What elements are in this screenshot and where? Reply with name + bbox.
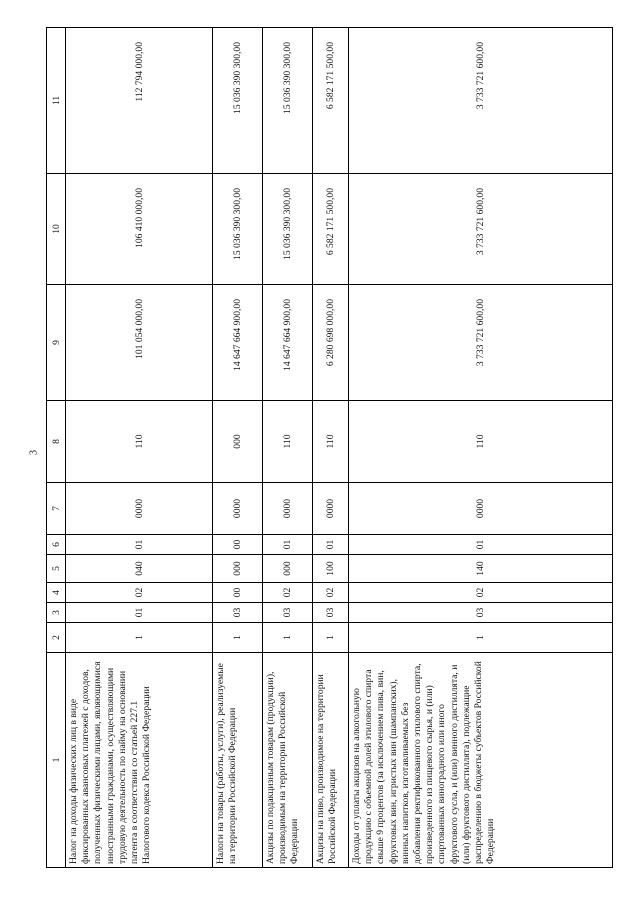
revenue-name: Акцизы на пиво, производимое на территории Российской Федерации [313,653,349,868]
table-row [66,28,213,868]
amount-cell: 3 733 721 600,00 [349,285,613,401]
code-cell: 0000 [349,483,613,535]
code-cell: 03 [349,603,613,623]
column-header: 6 [47,535,66,555]
amount-cell: 6 582 171 500,00 [313,174,349,285]
amount-cell: 15 036 390 300,00 [213,174,263,285]
code-cell: 03 [313,603,349,623]
amount-cell: 14 647 664 900,00 [263,285,313,401]
column-header: 11 [47,28,66,174]
revenue-name: Акцизы по подакцизным товарам (продукции), производимым на территории Российской Федерации [263,653,313,868]
amount-cell: 112 794 000,00 [66,28,213,174]
amount-cell: 106 410 000,00 [66,174,213,285]
page-number: 3 [28,450,40,455]
amount-cell: 101 054 000,00 [66,285,213,401]
code-cell: 02 [349,583,613,603]
revenue-name: Налог на доходы физических лиц в виде фиксированных авансовых платежей с доходов, полученных физическими лицами, являющимися иностранными гражданами, осуществляющими трудовую деятельность по найму на основании патента в соответствии со статьей 227.1 Налогового кодекса Российской Федерации [66,653,213,868]
code-cell: 110 [66,401,213,483]
column-header: 8 [47,401,66,483]
table-row [349,28,613,868]
amount-cell: 3 733 721 600,00 [349,174,613,285]
code-cell: 0000 [263,483,313,535]
code-cell: 01 [313,535,349,555]
amount-cell: 15 036 390 300,00 [263,28,313,174]
code-cell: 040 [66,555,213,583]
column-header: 5 [47,555,66,583]
code-cell: 00 [213,535,263,555]
code-cell: 02 [263,583,313,603]
amount-cell: 6 582 171 500,00 [313,28,349,174]
column-header: 4 [47,583,66,603]
code-cell: 0000 [66,483,213,535]
code-cell: 000 [213,555,263,583]
table-row [213,28,263,868]
header-row [47,28,66,868]
code-cell: 1 [213,623,263,653]
code-cell: 1 [263,623,313,653]
amount-cell: 3 733 721 600,00 [349,28,613,174]
column-header: 7 [47,483,66,535]
code-cell: 100 [313,555,349,583]
code-cell: 03 [263,603,313,623]
code-cell: 01 [66,535,213,555]
code-cell: 000 [263,555,313,583]
amount-cell: 15 036 390 300,00 [263,174,313,285]
revenue-name: Доходы от уплаты акцизов на алкогольную продукцию с объемной долей этилового спирта свыше 9 процентов (за исключением пива, вин, фруктовых вин, игристых вин (шампанских), винных напитков, изготавливаемых без добавления ректификованного этилового спирта, произведенного из пищевого сырья, и (или) спиртованных виноградного или иного фруктового сусла, и (или) винного дистиллята, и (или) фруктового дистиллята), подлежащие распределению в бюджеты субъектов Российской Федерации [349,653,613,868]
rotated-budget-table-wrapper [46,28,610,868]
column-header: 2 [47,623,66,653]
code-cell: 1 [349,623,613,653]
column-header: 1 [47,653,66,868]
budget-revenue-table [46,27,613,868]
code-cell: 01 [349,535,613,555]
code-cell: 02 [66,583,213,603]
code-cell: 140 [349,555,613,583]
code-cell: 1 [313,623,349,653]
code-cell: 02 [313,583,349,603]
code-cell: 000 [213,401,263,483]
table-row [263,28,313,868]
code-cell: 1 [66,623,213,653]
amount-cell: 6 280 698 000,00 [313,285,349,401]
column-header: 10 [47,174,66,285]
code-cell: 110 [263,401,313,483]
code-cell: 01 [263,535,313,555]
column-header: 9 [47,285,66,401]
amount-cell: 15 036 390 300,00 [213,28,263,174]
code-cell: 00 [213,583,263,603]
code-cell: 0000 [313,483,349,535]
amount-cell: 14 647 664 900,00 [213,285,263,401]
revenue-name: Налоги на товары (работы, услуги), реализуемые на территории Российской Федерации [213,653,263,868]
code-cell: 01 [66,603,213,623]
column-header: 3 [47,603,66,623]
table-row [313,28,349,868]
code-cell: 110 [349,401,613,483]
code-cell: 03 [213,603,263,623]
code-cell: 0000 [213,483,263,535]
code-cell: 110 [313,401,349,483]
